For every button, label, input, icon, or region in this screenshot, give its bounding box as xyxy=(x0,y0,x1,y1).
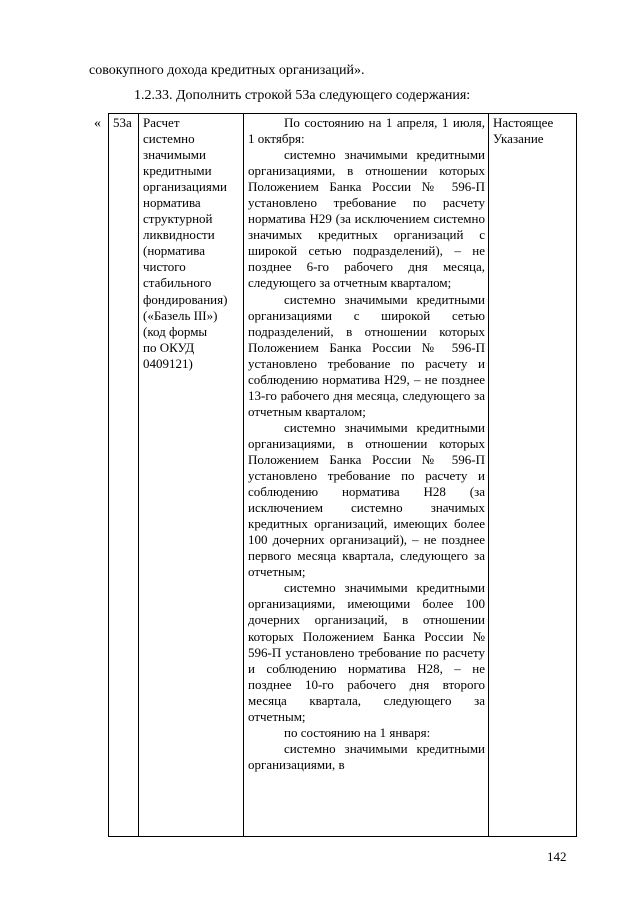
form-name-line: по ОКУД xyxy=(143,339,195,355)
form-name-line: 0409121) xyxy=(143,355,193,371)
table-row xyxy=(109,114,577,837)
term-paragraph: системно значимыми кредитными организациями, имеющими более 100 дочерних организаций, в отношении которых Положением Банка России № 596-П установлено требование по расчету и соблюдению норматива Н28, – не позднее 10-го рабочего дня второго месяца квартала, следующего за отчетным; xyxy=(248,580,485,724)
form-name-line: Расчет xyxy=(143,115,180,130)
row-number: 53а xyxy=(113,115,132,130)
form-name-line: ликвидности xyxy=(143,227,215,243)
form-name-line: кредитными xyxy=(143,163,212,179)
form-name-line: («Базель III») xyxy=(143,307,218,323)
effective-line: Настоящее xyxy=(493,115,554,130)
reporting-forms-table xyxy=(108,113,577,837)
form-name-cell xyxy=(139,114,244,837)
term-paragraph: системно значимыми кредитными организациями, в отношении которых Положением Банка России № 596-П установлено требование по расчету норматива Н29 (за исключением системно значимых кредитных организаций с широкой сетью подразделений), – не позднее 6-го рабочего дня месяца, следующего за отчетным кварталом; xyxy=(248,147,485,291)
form-name-line: норматива xyxy=(143,195,201,211)
term-paragraph: системно значимыми кредитными организациями с широкой сетью подразделений, в отношении которых Положением Банка России № 596-П установлено требование по расчету и соблюдению норматива Н29, – не позднее 13-го рабочего дня месяца, следующего за отчетным кварталом; xyxy=(248,291,485,419)
term-paragraph: По состоянию на 1 апреля, 1 июля, 1 октября: xyxy=(248,115,485,147)
form-name-line: стабильного xyxy=(143,275,212,291)
form-name-line: (код формы xyxy=(143,323,208,339)
form-name-line: структурной xyxy=(143,211,213,227)
effective-date-cell xyxy=(489,114,577,837)
effective-line: Указание xyxy=(493,131,544,147)
form-name-line: (норматива xyxy=(143,243,206,259)
submission-term-cell xyxy=(244,114,489,837)
form-name-line: значимыми xyxy=(143,147,206,163)
form-name-line: фондирования) xyxy=(143,291,228,307)
term-paragraph: по состоянию на 1 января: xyxy=(284,724,431,740)
intro-line-2: 1.2.33. Дополнить строкой 53а следующего содержания: xyxy=(134,88,471,103)
row-number-cell xyxy=(109,114,139,837)
page-number: 142 xyxy=(547,849,567,864)
form-name-line: системно xyxy=(143,131,195,147)
open-quote-mark: « xyxy=(94,116,101,131)
term-paragraph: системно значимыми кредитными организациями, в xyxy=(248,740,485,772)
intro-line-1: совокупного дохода кредитных организаций». xyxy=(89,63,365,78)
term-paragraph: системно значимыми кредитными организациями, в отношении которых Положением Банка России № 596-П установлено требование по расчету и соблюдению норматива Н28 (за исключением системно значимых кредитных организаций, имеющих более 100 дочерних организаций), – не позднее первого месяца квартала, следующего за отчетным; xyxy=(248,419,485,580)
form-name-line: организациями xyxy=(143,179,227,195)
form-name-line: чистого xyxy=(143,259,186,275)
